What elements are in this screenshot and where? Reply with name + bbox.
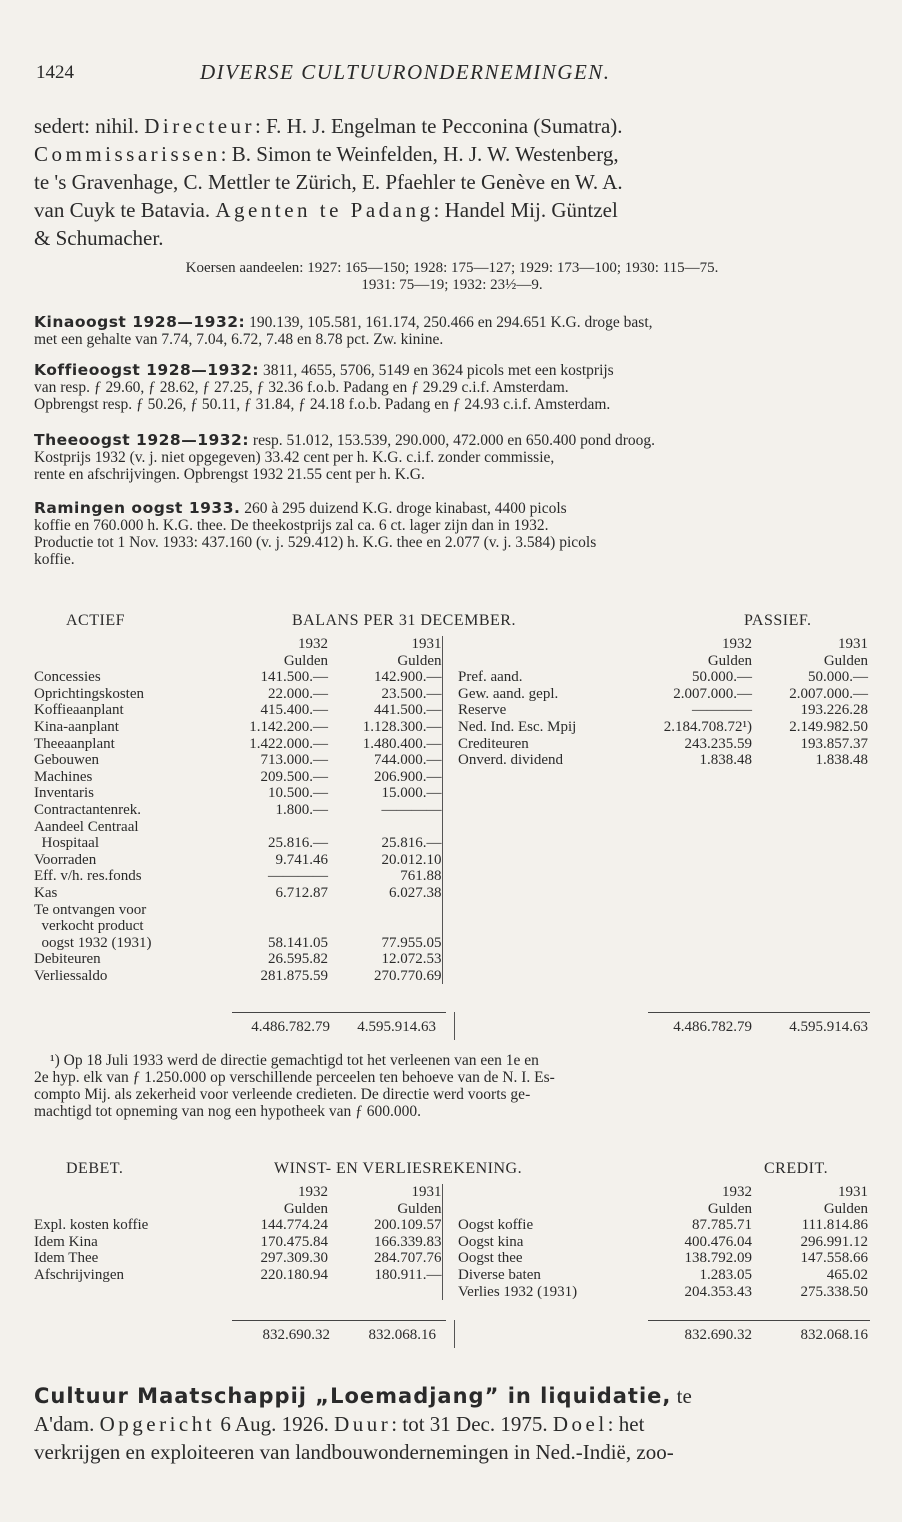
value-1931: 180.911.— [374, 1266, 442, 1283]
value-1932: 50.000.— [692, 669, 752, 686]
ramingen-heading: Ramingen oogst 1933. [34, 499, 241, 517]
table-row [34, 951, 454, 968]
value-1932: 243.235.59 [684, 735, 752, 752]
value-1931: 77.955.05 [381, 934, 442, 951]
row-label [458, 1250, 652, 1267]
row-label [34, 852, 230, 869]
row-label [34, 669, 230, 686]
value-1931: 6.027.38 [389, 884, 442, 901]
table-row [34, 885, 454, 902]
row-label-text: Verlies 1932 (1931) [458, 1283, 578, 1300]
table-row [34, 1234, 454, 1251]
table-row [34, 752, 454, 769]
value-1932: 415.400.— [260, 702, 328, 719]
value-1932: 9.741.46 [275, 851, 328, 868]
balans-title: BALANS PER 31 DECEMBER. [292, 612, 516, 629]
row-label [458, 719, 652, 736]
value-1931: 441.500.— [374, 702, 442, 719]
total-rule [232, 1320, 446, 1321]
row-label-text: Concessies [34, 669, 101, 686]
column-separator [442, 1234, 454, 1251]
row-label-text: Oogst koffie [458, 1217, 534, 1234]
intro-text: & Schumacher. [34, 226, 164, 250]
value-1932: 2.007.000.— [673, 685, 752, 702]
value-1932: 209.500.— [260, 768, 328, 785]
unit-label: Gulden [397, 652, 442, 669]
row-label-text: Hospitaal [34, 835, 99, 852]
row-label [34, 752, 230, 769]
column-separator [442, 852, 454, 869]
value-1931: 193.857.37 [800, 735, 868, 752]
value-1931: 284.707.76 [374, 1250, 442, 1267]
credit-total-1932: 832.690.32 [684, 1327, 752, 1343]
table-row [34, 736, 454, 753]
column-separator [442, 885, 454, 902]
column-separator [442, 968, 454, 985]
cultuur-text: A'dam. [34, 1412, 100, 1436]
row-label [458, 669, 652, 686]
table-row [34, 1267, 454, 1284]
koffie-text: Opbrengst resp. ƒ 50.26, ƒ 50.11, ƒ 31.84, ƒ 24.18 f.o.b. Padang en ƒ 24.93 c.i.f. Amsterdam. [34, 396, 611, 413]
unit-label: Gulden [823, 652, 868, 669]
credit-title: CREDIT. [764, 1160, 829, 1177]
unit-label: Gulden [397, 1200, 442, 1217]
thee-text: rente en afschrijvingen. Opbrengst 1932 21.55 cent per h. K.G. [34, 466, 425, 483]
row-label [34, 686, 230, 703]
row-label-text: verkocht product [34, 918, 144, 935]
table-row [458, 1217, 868, 1234]
unit-label: Gulden [823, 1200, 868, 1217]
table-row [458, 669, 868, 686]
row-label [458, 1267, 652, 1284]
table-row [458, 686, 868, 703]
value-1932: 1.283.05 [699, 1266, 752, 1283]
total-rule [648, 1320, 870, 1321]
duur-label: Duur [334, 1412, 392, 1436]
ramingen-text: koffie en 760.000 h. K.G. thee. De theekostprijs zal ca. 6 ct. lager zijn dan in 1932. [34, 517, 549, 534]
value-1932 [230, 918, 328, 935]
row-label-text: Contractantenrek. [34, 801, 142, 818]
value-1932: 141.500.— [260, 669, 328, 686]
passief-table [458, 636, 868, 769]
debet-title: DEBET. [66, 1160, 124, 1177]
value-1932: 58.141.05 [268, 934, 328, 951]
value-1932: 220.180.94 [260, 1266, 328, 1283]
column-separator [442, 1267, 454, 1284]
year-row [458, 1184, 868, 1201]
year-label: 1931 [411, 1184, 442, 1200]
column-separator [442, 1217, 454, 1234]
year-label: 1932 [722, 1184, 752, 1200]
value-1931: 206.900.— [374, 768, 442, 785]
ramingen-text: koffie. [34, 551, 75, 568]
value-1932: 1.422.000.— [249, 735, 328, 752]
row-label-text: Theeaanplant [34, 735, 115, 752]
column-separator [442, 719, 454, 736]
value-1931: 193.226.28 [800, 702, 868, 719]
row-label [34, 935, 230, 952]
footnote-line: compto Mij. als zekerheid voor verleende credieten. De directie werd voorts ge- [34, 1086, 531, 1103]
value-1931: 761.88 [400, 868, 442, 885]
value-1932: 25.816.— [268, 835, 328, 852]
row-label [34, 1267, 230, 1284]
value-1932: 170.475.84 [260, 1233, 328, 1250]
ramingen-text: 260 à 295 duizend K.G. droge kinabast, 4400 picols [240, 500, 567, 517]
row-label-text: oogst 1932 (1931) [34, 934, 152, 951]
column-separator [442, 702, 454, 719]
kina-heading: Kinaoogst 1928—1932: [34, 313, 246, 331]
page-number: 1424 [36, 62, 74, 83]
table-row [34, 819, 454, 836]
row-label [458, 752, 652, 769]
unit-row [34, 1201, 454, 1218]
row-label [458, 1284, 652, 1301]
value-1931 [328, 918, 442, 935]
column-separator [442, 802, 454, 819]
table-row [458, 1250, 868, 1267]
cultuur-text: : tot 31 Dec. 1975. [391, 1412, 553, 1436]
row-label [458, 686, 652, 703]
value-1931 [328, 819, 442, 836]
row-label [34, 968, 230, 985]
value-1931: 275.338.50 [800, 1283, 868, 1300]
column-separator [442, 918, 454, 935]
thee-heading: Theeoogst 1928—1932: [34, 431, 250, 449]
row-label [458, 1217, 652, 1234]
row-label [458, 736, 652, 753]
table-row [34, 1217, 454, 1234]
column-separator [442, 736, 454, 753]
table-row [34, 918, 454, 935]
year-label: 1931 [411, 636, 442, 652]
value-1931: 23.500.— [381, 685, 442, 702]
cultuur-text: verkrijgen en exploiteeren van landbouwondernemingen in Ned.-Indië, zoo- [34, 1440, 674, 1464]
table-row [34, 968, 454, 985]
commissarissen-label: Commissarissen [34, 142, 221, 166]
row-label [34, 819, 230, 836]
value-1931: 166.339.83 [374, 1233, 442, 1250]
actief-total-1931: 4.595.914.63 [357, 1019, 436, 1035]
row-label-text: Oogst thee [458, 1250, 523, 1267]
value-1931: 2.007.000.— [789, 685, 868, 702]
debet-total-1931: 832.068.16 [368, 1327, 436, 1343]
table-row [458, 752, 868, 769]
row-label-text: Koffieaanplant [34, 702, 124, 719]
value-1931: 15.000.— [381, 785, 442, 802]
value-1931: 270.770.69 [374, 967, 442, 984]
value-1932: 144.774.24 [260, 1217, 328, 1234]
table-row [34, 852, 454, 869]
value-1932: 297.309.30 [260, 1250, 328, 1267]
cultuur-heading: Cultuur Maatschappij „Loemadjang” in liquidatie, [34, 1384, 672, 1408]
value-1932: 22.000.— [268, 685, 328, 702]
value-1931: 111.814.86 [801, 1217, 868, 1234]
table-row [458, 1284, 868, 1301]
kina-paragraph [34, 314, 870, 348]
table-row [34, 802, 454, 819]
table-row [34, 902, 454, 919]
koffie-text: 3811, 4655, 5706, 5149 en 3624 picols met een kostprijs [259, 362, 614, 379]
value-1931: 744.000.— [374, 752, 442, 769]
value-1932: 138.792.09 [684, 1250, 752, 1267]
intro-text: : B. Simon te Weinfelden, H. J. W. Westenberg, [220, 142, 619, 166]
row-label-text: Aandeel Centraal [34, 818, 139, 835]
value-1932: 1.800.— [275, 801, 328, 818]
table-row [458, 1267, 868, 1284]
row-label [34, 769, 230, 786]
value-1932: 1.142.200.— [249, 718, 328, 735]
column-separator [442, 785, 454, 802]
value-1931: 20.012.10 [381, 851, 442, 868]
column-separator [454, 1320, 455, 1348]
row-label-text: Te ontvangen voor [34, 901, 147, 918]
actief-title: ACTIEF [66, 612, 125, 629]
table-row [34, 686, 454, 703]
kina-text: met een gehalte van 7.74, 7.04, 6.72, 7.48 en 8.78 pct. Zw. kinine. [34, 331, 444, 348]
unit-row [34, 653, 454, 670]
unit-row [458, 653, 868, 670]
row-label-text: Verliessaldo [34, 967, 108, 984]
passief-total-1931: 4.595.914.63 [789, 1019, 868, 1035]
value-1931: 12.072.53 [381, 951, 442, 968]
value-1931: ———— [381, 801, 442, 818]
table-row [34, 1250, 454, 1267]
table-row [34, 719, 454, 736]
koffie-heading: Koffieoogst 1928—1932: [34, 361, 260, 379]
value-1931: 465.02 [826, 1266, 868, 1283]
row-label-text: Ned. Ind. Esc. Mpij [458, 718, 577, 735]
opgericht-label: Opgericht [99, 1412, 216, 1436]
row-label-text: Gebouwen [34, 752, 99, 769]
column-separator [442, 1250, 454, 1267]
value-1931: 200.109.57 [374, 1217, 442, 1234]
footnote [34, 1052, 870, 1120]
row-label [458, 1234, 652, 1251]
row-label-text: Afschrijvingen [34, 1266, 124, 1283]
unit-label: Gulden [283, 1200, 328, 1217]
column-separator [442, 752, 454, 769]
cultuur-text: : het [607, 1412, 645, 1436]
row-label-text: Diverse baten [458, 1266, 541, 1283]
value-1931: 1.480.400.— [362, 735, 442, 752]
debet-total-1932: 832.690.32 [262, 1327, 330, 1343]
unit-label: Gulden [283, 652, 328, 669]
row-label [34, 951, 230, 968]
value-1932: 1.838.48 [699, 752, 752, 769]
ramingen-text: Productie tot 1 Nov. 1933: 437.160 (v. j. 529.412) h. K.G. thee en 2.077 (v. j. 3.584) picols [34, 534, 597, 551]
value-1931: 50.000.— [808, 669, 868, 686]
row-label-text: Crediteuren [458, 735, 529, 752]
thee-paragraph [34, 432, 870, 483]
ramingen-paragraph [34, 500, 870, 568]
column-separator [442, 686, 454, 703]
unit-label: Gulden [707, 652, 752, 669]
value-1932 [230, 902, 328, 919]
value-1931: 1.838.48 [815, 752, 868, 769]
intro-text: te 's Gravenhage, C. Mettler te Zürich, E. Pfaehler te Genève en W. A. [34, 170, 623, 194]
year-label: 1931 [838, 1184, 868, 1200]
year-row [458, 636, 868, 653]
value-1932: 87.785.71 [692, 1217, 752, 1234]
value-1932: 281.875.59 [260, 967, 328, 984]
value-1932: 400.476.04 [684, 1233, 752, 1250]
row-label [34, 719, 230, 736]
row-label [34, 835, 230, 852]
value-1931: 25.816.— [381, 835, 442, 852]
intro-text: : Handel Mij. Güntzel [433, 198, 618, 222]
value-1932: 713.000.— [260, 752, 328, 769]
row-label-text: Voorraden [34, 851, 97, 868]
column-separator [442, 669, 454, 686]
row-label [34, 785, 230, 802]
column-separator [442, 951, 454, 968]
footnote-line: ¹) Op 18 Juli 1933 werd de directie gemachtigd tot het verleenen van een 1e en [50, 1052, 539, 1069]
passief-total-1932: 4.486.782.79 [673, 1019, 752, 1035]
column-separator [442, 902, 454, 919]
value-1931: 2.149.982.50 [789, 718, 868, 735]
row-label-text: Expl. kosten koffie [34, 1217, 149, 1234]
row-label-text: Machines [34, 768, 93, 785]
thee-text: resp. 51.012, 153.539, 290.000, 472.000 en 650.400 pond droog. [249, 432, 656, 449]
cultuur-paragraph [34, 1382, 870, 1466]
koersen-line: 1931: 75—19; 1932: 23½—9. [361, 277, 543, 293]
value-1931: 142.900.— [374, 669, 442, 686]
table-row [458, 1234, 868, 1251]
spacer-row [34, 1284, 454, 1301]
row-label [34, 885, 230, 902]
row-label-text: Reserve [458, 702, 507, 719]
koersen-block [34, 260, 870, 294]
column-separator [442, 819, 454, 836]
row-label-text: Debiteuren [34, 951, 101, 968]
table-row [34, 785, 454, 802]
intro-paragraph [34, 112, 870, 252]
row-label [458, 702, 652, 719]
unit-label: Gulden [707, 1200, 752, 1217]
agenten-label: Agenten te Padang [215, 198, 434, 222]
row-label-text: Idem Thee [34, 1250, 99, 1267]
value-1931 [328, 902, 442, 919]
column-separator [442, 835, 454, 852]
value-1932: ———— [268, 868, 328, 885]
year-label: 1932 [722, 636, 752, 652]
footnote-line: machtigd tot opneming van nog een hypotheek van ƒ 600.000. [34, 1103, 421, 1120]
row-label [34, 868, 230, 885]
total-rule [232, 1012, 446, 1013]
cultuur-text: 6 Aug. 1926. [215, 1412, 335, 1436]
value-1932: 204.353.43 [684, 1283, 752, 1300]
actief-total-1932: 4.486.782.79 [251, 1019, 330, 1035]
value-1932 [230, 819, 328, 836]
table-row [34, 702, 454, 719]
actief-table [34, 636, 454, 984]
footnote-line: 2e hyp. elk van ƒ 1.250.000 op verschillende perceelen ten behoeve van de N. I. Es- [34, 1069, 555, 1086]
year-label: 1931 [838, 636, 868, 652]
value-1932: 26.595.82 [268, 951, 328, 968]
row-label [34, 918, 230, 935]
winst-title: WINST- EN VERLIESREKENING. [274, 1160, 523, 1177]
row-label [34, 736, 230, 753]
table-row [458, 719, 868, 736]
intro-text: : F. H. J. Engelman te Pecconina (Sumatra). [255, 114, 623, 138]
row-label-text: Kina-aanplant [34, 718, 119, 735]
total-rule [648, 1012, 870, 1013]
year-label: 1932 [298, 636, 328, 652]
doel-label: Doel [552, 1412, 608, 1436]
table-row [34, 868, 454, 885]
row-label [34, 902, 230, 919]
cultuur-text: te [671, 1384, 692, 1408]
row-label [34, 802, 230, 819]
table-row [458, 702, 868, 719]
row-label-text: Oprichtingskosten [34, 685, 144, 702]
row-label-text: Gew. aand. gepl. [458, 685, 559, 702]
table-row [34, 769, 454, 786]
row-label [34, 1234, 230, 1251]
row-label-text: Inventaris [34, 785, 94, 802]
column-separator [442, 769, 454, 786]
table-row [34, 669, 454, 686]
value-1932: 10.500.— [268, 785, 328, 802]
table-row [34, 835, 454, 852]
row-label-text: Kas [34, 884, 58, 901]
koersen-line: Koersen aandeelen: 1927: 165—150; 1928: 175—127; 1929: 173—100; 1930: 115—75. [185, 260, 719, 276]
intro-text: van Cuyk te Batavia. [34, 198, 216, 222]
koffie-text: van resp. ƒ 29.60, ƒ 28.62, ƒ 27.25, ƒ 32.36 f.o.b. Padang en ƒ 29.29 c.i.f. Amsterdam. [34, 379, 569, 396]
row-label [34, 702, 230, 719]
passief-title: PASSIEF. [744, 612, 812, 629]
intro-text: sedert: nihil. [34, 114, 145, 138]
directeur-label: Directeur [144, 114, 256, 138]
unit-row [458, 1201, 868, 1218]
table-row [458, 736, 868, 753]
column-separator [442, 935, 454, 952]
row-label-text: Oogst kina [458, 1233, 524, 1250]
credit-total-1931: 832.068.16 [800, 1327, 868, 1343]
row-label-text: Eff. v/h. res.fonds [34, 868, 142, 885]
column-separator [442, 868, 454, 885]
kina-text: 190.139, 105.581, 161.174, 250.466 en 294.651 K.G. droge bast, [245, 314, 653, 331]
year-label: 1932 [298, 1184, 328, 1200]
row-label-text: Onverd. dividend [458, 752, 563, 769]
column-separator [454, 1012, 455, 1040]
row-label [34, 1217, 230, 1234]
year-row [34, 636, 454, 653]
row-label-text: Pref. aand. [458, 669, 523, 686]
value-1932: 2.184.708.72¹) [663, 718, 752, 735]
value-1932: ———— [692, 702, 752, 719]
value-1931: 296.991.12 [800, 1233, 868, 1250]
page-header [36, 58, 866, 88]
table-row [34, 935, 454, 952]
row-label-text: Idem Kina [34, 1233, 98, 1250]
debet-table [34, 1184, 454, 1300]
row-label [34, 1250, 230, 1267]
koffie-paragraph [34, 362, 870, 413]
thee-text: Kostprijs 1932 (v. j. niet opgegeven) 33.42 cent per h. K.G. c.i.f. zonder commissie, [34, 449, 555, 466]
credit-table [458, 1184, 868, 1300]
year-row [34, 1184, 454, 1201]
value-1931: 1.128.300.— [362, 718, 442, 735]
value-1931: 147.558.66 [800, 1250, 868, 1267]
running-title: DIVERSE CULTUURONDERNEMINGEN. [200, 60, 611, 84]
value-1932: 6.712.87 [275, 884, 328, 901]
